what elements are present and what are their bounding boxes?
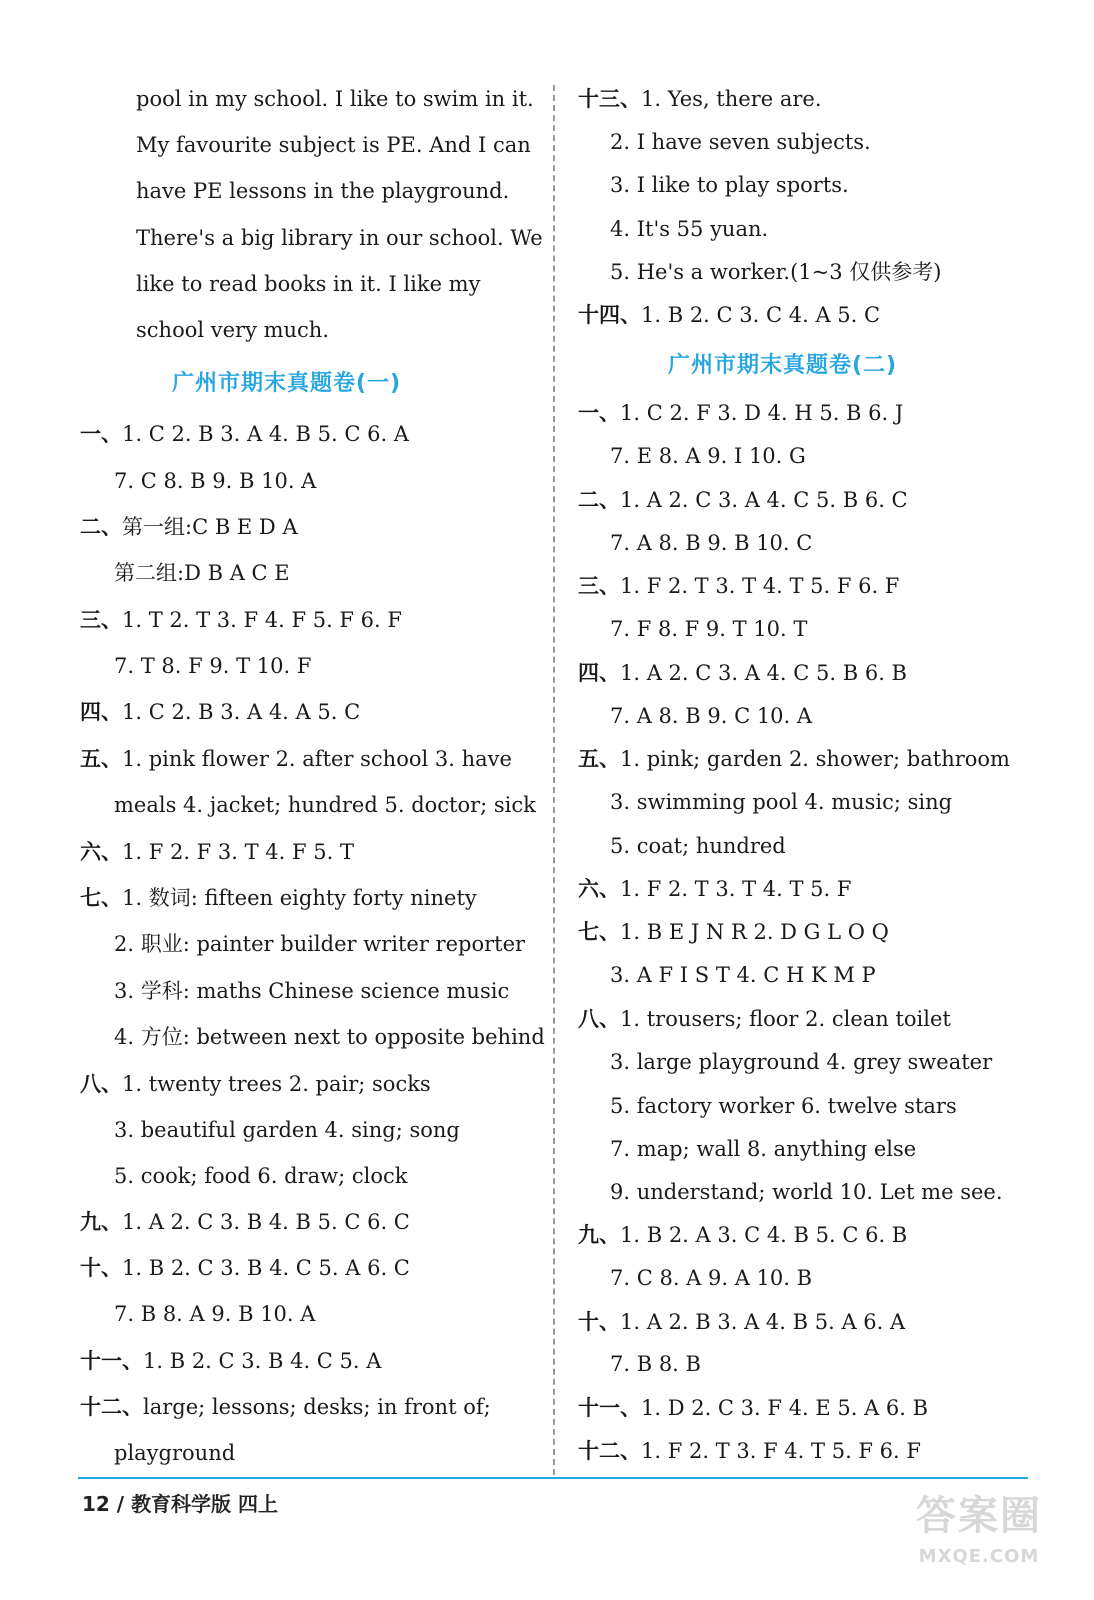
answer-text: 7. A 8. B 9. C 10. A — [610, 704, 813, 728]
question-number: 六、 — [80, 840, 122, 864]
answer-text: 3. large playground 4. grey sweater — [610, 1050, 993, 1074]
question-number: 一、 — [578, 401, 620, 425]
answer-line — [610, 1135, 916, 1163]
answer-text: 3. beautiful garden 4. sing; song — [114, 1118, 460, 1142]
answer-line — [136, 85, 534, 113]
answer-line — [578, 85, 822, 113]
answer-line — [114, 930, 525, 958]
answer-text: 1. B 2. C 3. B 4. C 5. A — [143, 1349, 382, 1373]
answer-text: 7. map; wall 8. anything else — [610, 1137, 917, 1161]
question-number: 一、 — [80, 422, 122, 446]
question-number: 三、 — [80, 608, 122, 632]
answer-line — [578, 875, 851, 903]
answer-text: 1. A 2. C 3. B 4. B 5. C 6. C — [122, 1210, 410, 1234]
answer-line — [578, 745, 1010, 773]
question-number: 九、 — [80, 1210, 122, 1234]
answer-text: meals 4. jacket; hundred 5. doctor; sick — [114, 793, 536, 817]
answer-line — [610, 1092, 957, 1120]
answer-text: 7. F 8. F 9. T 10. T — [610, 617, 808, 641]
answer-text: 1. F 2. F 3. T 4. F 5. T — [122, 840, 354, 864]
answer-line — [610, 961, 876, 989]
question-number: 十三、 — [578, 87, 641, 111]
answer-text: playground — [114, 1441, 236, 1465]
answer-line — [80, 1254, 410, 1282]
answer-line — [578, 572, 899, 600]
answer-text: 3. I like to play sports. — [610, 173, 849, 197]
answer-text: 1. pink; garden 2. shower; bathroom — [620, 747, 1010, 771]
answer-line — [610, 1048, 992, 1076]
answer-line — [114, 467, 316, 495]
answer-text: 1. F 2. T 3. F 4. T 5. F 6. F — [641, 1439, 921, 1463]
answer-line — [610, 171, 849, 199]
answer-text: like to read books in it. I like my — [136, 272, 481, 296]
answer-text: 1. A 2. B 3. A 4. B 5. A 6. A — [620, 1310, 906, 1334]
section-title: 广州市期末真题卷(二) — [668, 353, 898, 378]
answer-line — [610, 702, 812, 730]
answer-text: 7. C 8. B 9. B 10. A — [114, 469, 317, 493]
answer-text: 3. A F I S T 4. C H K M P — [610, 963, 876, 987]
answer-text: 3. swimming pool 4. music; sing — [610, 790, 953, 814]
answer-text: pool in my school. I like to swim in it. — [136, 87, 534, 111]
question-number: 六、 — [578, 877, 620, 901]
answer-line — [80, 745, 512, 773]
question-number: 五、 — [578, 747, 620, 771]
answer-text: 1. pink flower 2. after school 3. have — [122, 747, 512, 771]
answer-line — [136, 177, 509, 205]
answer-text: 5. factory worker 6. twelve stars — [610, 1094, 957, 1118]
answer-line — [80, 1070, 431, 1098]
answer-text: 7. E 8. A 9. I 10. G — [610, 444, 806, 468]
answer-line — [610, 615, 807, 643]
answer-line — [80, 1347, 381, 1375]
question-number: 十一、 — [80, 1349, 143, 1373]
answer-text: 1. T 2. T 3. F 4. F 5. F 6. F — [122, 608, 402, 632]
answer-text: 1. B 2. A 3. C 4. B 5. C 6. B — [620, 1223, 908, 1247]
answer-text: 7. A 8. B 9. B 10. C — [610, 531, 813, 555]
answer-text: 1. F 2. T 3. T 4. T 5. F — [620, 877, 852, 901]
answer-line — [80, 1208, 410, 1236]
answer-line — [114, 1300, 315, 1328]
answer-line — [80, 884, 477, 912]
answer-text: 7. B 8. B — [610, 1352, 701, 1376]
answer-line — [80, 420, 409, 448]
answer-line — [114, 559, 290, 587]
answer-text: have PE lessons in the playground. — [136, 179, 510, 203]
answer-line — [136, 224, 543, 252]
watermark-logo: 答案圈 — [916, 1493, 1042, 1539]
answer-text: 1. C 2. B 3. A 4. B 5. C 6. A — [122, 422, 409, 446]
answer-text: 1. D 2. C 3. F 4. E 5. A 6. B — [641, 1396, 929, 1420]
answer-line — [578, 1437, 921, 1465]
question-number: 十四、 — [578, 303, 641, 327]
question-number: 十、 — [578, 1310, 620, 1334]
answer-text: My favourite subject is PE. And I can — [136, 133, 531, 157]
answer-text: 4. 方位: between next to opposite behind — [114, 1025, 545, 1049]
answer-line — [610, 215, 768, 243]
answer-line — [80, 513, 298, 541]
footer-rule — [78, 1477, 1028, 1479]
answer-line — [80, 838, 354, 866]
answer-text: 1. C 2. F 3. D 4. H 5. B 6. J — [620, 401, 904, 425]
answer-text: 5. cook; food 6. draw; clock — [114, 1164, 408, 1188]
answer-line — [578, 918, 889, 946]
answer-text: 1. B 2. C 3. C 4. A 5. C — [641, 303, 881, 327]
answer-line — [610, 788, 952, 816]
answer-text: 1. twenty trees 2. pair; socks — [122, 1072, 431, 1096]
question-number: 十、 — [80, 1256, 122, 1280]
answer-line — [114, 1116, 460, 1144]
answer-line — [578, 659, 907, 687]
answer-text: school very much. — [136, 318, 330, 342]
answer-line — [578, 486, 908, 514]
answer-text: 2. 职业: painter builder writer reporter — [114, 932, 526, 956]
question-number: 三、 — [578, 574, 620, 598]
answer-line — [114, 1439, 235, 1467]
question-number: 九、 — [578, 1223, 620, 1247]
question-number: 二、 — [578, 488, 620, 512]
section-title: 广州市期末真题卷(一) — [172, 371, 402, 396]
answer-text: 第二组:D B A C E — [114, 561, 290, 585]
answer-line — [114, 1162, 407, 1190]
answer-line — [136, 131, 531, 159]
answer-text: 3. 学科: maths Chinese science music — [114, 979, 510, 1003]
answer-text: 1. Yes, there are. — [641, 87, 822, 111]
question-number: 十二、 — [578, 1439, 641, 1463]
answer-text: 7. C 8. A 9. A 10. B — [610, 1266, 813, 1290]
answer-line — [610, 1264, 812, 1292]
answer-text: 第一组:C B E D A — [122, 515, 298, 539]
answer-line — [114, 977, 509, 1005]
question-number: 四、 — [80, 700, 122, 724]
question-number: 七、 — [80, 886, 122, 910]
answer-line — [610, 1350, 701, 1378]
answer-text: There's a big library in our school. We — [136, 226, 543, 250]
answer-text: 1. F 2. T 3. T 4. T 5. F 6. F — [620, 574, 900, 598]
answer-line — [80, 1393, 491, 1421]
answer-line — [114, 1023, 545, 1051]
answer-text: 9. understand; world 10. Let me see. — [610, 1180, 1003, 1204]
watermark-url: MXQE.COM — [918, 1546, 1040, 1567]
answer-line — [578, 1005, 951, 1033]
answer-text: 1. trousers; floor 2. clean toilet — [620, 1007, 951, 1031]
column-divider — [553, 85, 555, 1475]
answer-text: 5. coat; hundred — [610, 834, 786, 858]
answer-line — [80, 698, 360, 726]
watermark — [904, 1486, 1054, 1596]
answer-text: 1. 数词: fifteen eighty forty ninety — [122, 886, 477, 910]
question-number: 七、 — [578, 920, 620, 944]
answer-line — [136, 270, 480, 298]
answer-line — [610, 442, 806, 470]
answer-line — [114, 791, 536, 819]
answer-text: 1. C 2. B 3. A 4. A 5. C — [122, 700, 361, 724]
answer-line — [578, 301, 880, 329]
answer-line — [610, 832, 786, 860]
answer-line — [610, 1178, 1003, 1206]
answer-text: 1. B E J N R 2. D G L O Q — [620, 920, 889, 944]
question-number: 五、 — [80, 747, 122, 771]
question-number: 十一、 — [578, 1396, 641, 1420]
answer-line — [610, 128, 871, 156]
question-number: 四、 — [578, 661, 620, 685]
answer-text: large; lessons; desks; in front of; — [143, 1395, 491, 1419]
answer-line — [114, 652, 311, 680]
answer-line — [578, 399, 903, 427]
answer-line — [610, 529, 812, 557]
answer-text: 1. A 2. C 3. A 4. C 5. B 6. C — [620, 488, 908, 512]
answer-text: 7. T 8. F 9. T 10. F — [114, 654, 312, 678]
answer-line — [610, 258, 941, 286]
question-number: 十二、 — [80, 1395, 143, 1419]
answer-line — [578, 1394, 928, 1422]
answer-line — [136, 316, 329, 344]
question-number: 八、 — [80, 1072, 122, 1096]
answer-line — [578, 1308, 905, 1336]
question-number: 八、 — [578, 1007, 620, 1031]
answer-line — [80, 606, 402, 634]
answer-text: 1. A 2. C 3. A 4. C 5. B 6. B — [620, 661, 907, 685]
page-footer: 12 / 教育科学版 四上 — [82, 1492, 279, 1516]
answer-text: 5. He's a worker.(1~3 仅供参考) — [610, 260, 942, 284]
answer-text: 1. B 2. C 3. B 4. C 5. A 6. C — [122, 1256, 410, 1280]
question-number: 二、 — [80, 515, 122, 539]
answer-text: 2. I have seven subjects. — [610, 130, 871, 154]
answer-text: 7. B 8. A 9. B 10. A — [114, 1302, 316, 1326]
answer-text: 4. It's 55 yuan. — [610, 217, 769, 241]
answer-line — [578, 1221, 907, 1249]
